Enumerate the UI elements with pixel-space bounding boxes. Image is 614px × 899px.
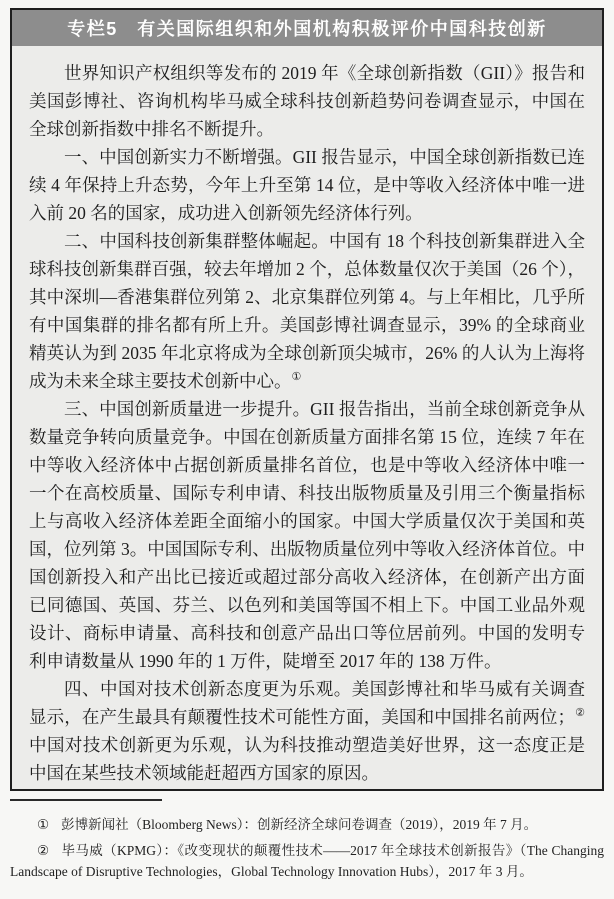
paragraph-text: 世界知识产权组织等发布的 2019 年《全球创新指数（GII）》报告和美国彭博社、咨询机构毕马威全球科技创新趋势问卷调查显示，中国在全球创新指数中排名不断提升。	[29, 63, 585, 139]
column-title: 专栏5 有关国际组织和外国机构积极评价中国科技创新	[67, 19, 547, 39]
paragraph-point-2	[29, 227, 585, 395]
footnote-text: 毕马威（KPMG）：《改变现状的颠覆性技术——2017 年全球技术创新报告》（The Changing Landscape of Disruptive Technologies，Global Technology Innovation Hubs），2017 年 3 月。	[10, 843, 604, 879]
paragraph-text: 中国对技术创新更为乐观，认为科技推动塑造美好世界，这一态度正是中国在某些技术领域能赶超西方国家的原因。	[29, 735, 585, 783]
paragraph-text: 一、中国创新实力不断增强。GII 报告显示，中国全球创新指数已连续 4 年保持上升态势，今年上升至第 14 位，是中等收入经济体中唯一进入前 20 名的国家，成功进入创新领先经济体行列。	[29, 147, 585, 223]
footnote-divider	[10, 799, 162, 801]
paragraph-text: 四、中国对技术创新态度更为乐观。美国彭博社和毕马威有关调查显示，在产生最具有颠覆性技术可能性方面，美国和中国排名前两位；	[29, 679, 585, 727]
paragraph-text: 二、中国科技创新集群整体崛起。中国有 18 个科技创新集群进入全球科技创新集群百强，较去年增加 2 个，总体数量仅次于美国（26 个），其中深圳—香港集群位列第 2、北京集群位列第 4。与上年相比，几乎所有中国集群的排名都有所上升。美国彭博社调查显示，39% 的全球商业精英认为到 2035 年北京将成为全球创新顶尖城市，26% 的人认为上海将成为未来全球主要技术创新中心。	[29, 231, 585, 391]
footnote-item-1	[10, 814, 604, 835]
footnote-item-2	[10, 840, 604, 882]
paragraph-point-3	[29, 395, 585, 675]
footnotes-section	[10, 799, 604, 887]
column-box	[10, 8, 604, 791]
footnote-ref-2: ②	[575, 707, 585, 720]
column-title-bar	[12, 10, 602, 46]
paragraph-intro	[29, 59, 585, 143]
column-body	[12, 46, 602, 787]
paragraph-point-1	[29, 143, 585, 227]
footnote-text: 彭博新闻社（Bloomberg News）：创新经济全球问卷调查（2019），2019 年 7 月。	[61, 817, 538, 832]
footnote-ref-1: ①	[291, 371, 302, 384]
paragraph-text: 三、中国创新质量进一步提升。GII 报告指出，当前全球创新竞争从数量竞争转向质量竞争。中国在创新质量方面排名第 15 位，连续 7 年在中等收入经济体中占据创新质量排名首位，也是中等收入经济体中唯一一个在高校质量、国际专利申请、科技出版物质量及引用三个衡量指标上与高收入经济体差距全面缩小的国家。中国大学质量仅次于美国和英国，位列第 3。中国国际专利、出版物质量位列中等收入经济体首位。中国创新投入和产出比已接近或超过部分高收入经济体，在创新产出方面已同德国、英国、芬兰、以色列和美国等国不相上下。中国工业品外观设计、商标申请量、高科技和创意产品出口等位居前列。中国的发明专利申请数量从 1990 年的 1 万件，陡增至 2017 年的 138 万件。	[29, 399, 585, 671]
footnote-marker: ②	[37, 843, 50, 858]
paragraph-point-4	[29, 675, 585, 787]
footnote-marker: ①	[37, 817, 50, 832]
